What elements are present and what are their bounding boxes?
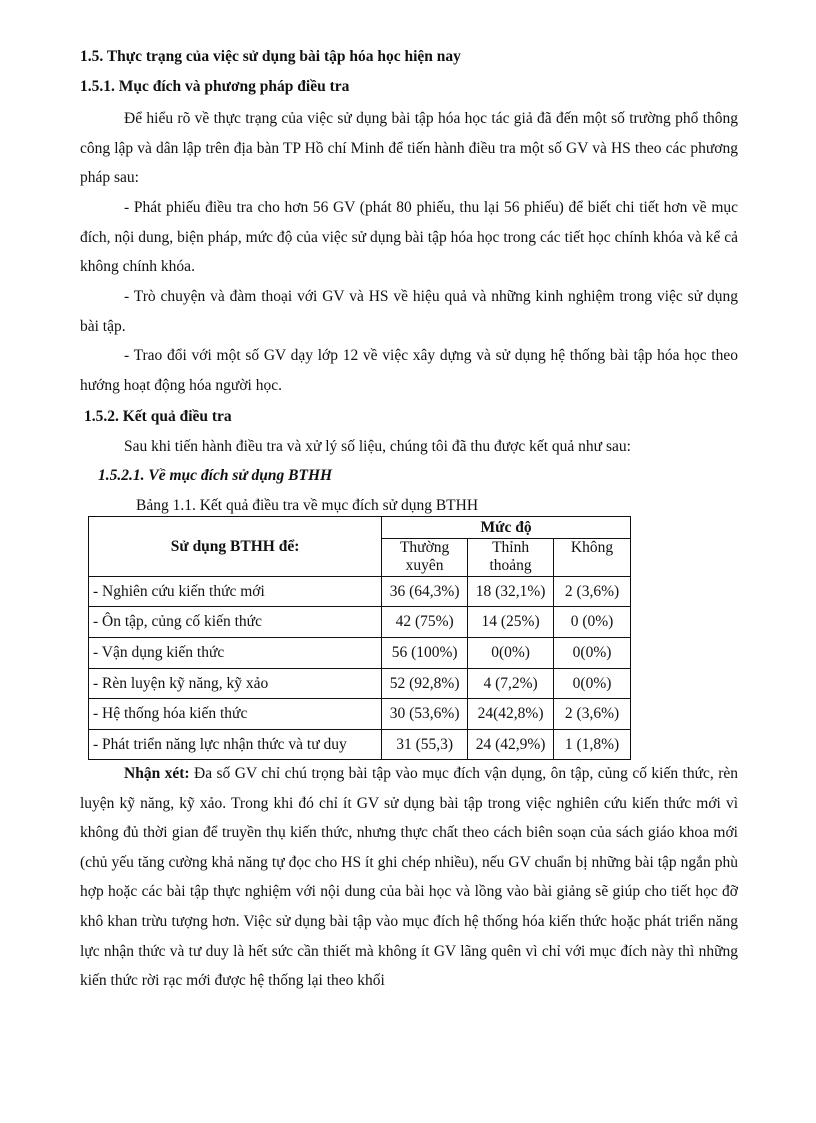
bullet-survey-sheets: - Phát phiếu điều tra cho hơn 56 GV (phát 80 phiếu, thu lại 56 phiếu) để biết chi tiết hơn về mục đích, nội dung, biện pháp, mức độ của việc sử dụng bài tập hóa học trong các tiết học chính khóa và kể cả không chính khóa. [80,199,738,276]
row-sometimes: 24(42,8%) [468,699,554,730]
header-level: Mức độ [382,517,631,539]
row-often: 56 (100%) [382,638,468,669]
remark-paragraph [80,759,738,996]
table-row [89,730,631,760]
row-never: 0(0%) [554,669,631,699]
row-purpose: - Phát triển năng lực nhận thức và tư duy [89,730,382,760]
row-sometimes: 18 (32,1%) [468,577,554,607]
row-sometimes: 14 (25%) [468,607,554,638]
bullet-exchange: - Trao đổi với một số GV dạy lớp 12 về việc xây dựng và sử dụng hệ thống bài tập hóa học theo hướng hoạt động hóa người học. [80,347,738,394]
row-never: 2 (3,6%) [554,699,631,730]
row-purpose: - Ôn tập, củng cố kiến thức [89,607,382,638]
intro-paragraph: Để hiểu rõ về thực trạng của việc sử dụng bài tập hóa học tác giả đã đến một số trường phổ thông công lập và dân lập trên địa bàn TP Hồ chí Minh để tiến hành điều tra một số GV và HS theo các phương pháp sau: [80,110,738,187]
header-never: Không [554,539,631,577]
header-purpose: Sử dụng BTHH để: [89,517,382,577]
header-often: Thường xuyên [382,539,468,577]
row-often: 31 (55,3) [382,730,468,760]
table-row [89,577,631,607]
row-never: 2 (3,6%) [554,577,631,607]
header-sometimes: Thỉnh thoảng [468,539,554,577]
table-row [89,669,631,699]
table-row [89,699,631,730]
bullet-conversation: - Trò chuyện và đàm thoại với GV và HS về hiệu quả và những kinh nghiệm trong việc sử dụng bài tập. [80,288,738,335]
row-never: 0(0%) [554,638,631,669]
heading-1-5-2: 1.5.2. Kết quả điều tra [84,408,232,425]
table-header-row [89,517,631,539]
row-often: 52 (92,8%) [382,669,468,699]
heading-1-5: 1.5. Thực trạng của việc sử dụng bài tập hóa học hiện nay [80,48,461,65]
remark-label: Nhận xét: [124,765,190,782]
results-intro: Sau khi tiến hành điều tra và xử lý số liệu, chúng tôi đã thu được kết quả như sau: [124,438,631,455]
row-often: 36 (64,3%) [382,577,468,607]
heading-1-5-2-1: 1.5.2.1. Về mục đích sử dụng BTHH [98,467,333,484]
remark-text: Đa số GV chỉ chú trọng bài tập vào mục đích vận dụng, ôn tập, củng cố kiến thức, rèn luyện kỹ năng, kỹ xảo. Trong khi đó chỉ ít GV sử dụng bài tập trong việc nghiên cứu kiến thức mới vì không đủ thời gian để truyền thụ kiến thức, nhưng thực chất theo cách biên soạn của sách giáo khoa mới (chủ yếu tăng cường khả năng tự đọc cho HS ít ghi chép nhiều), nếu GV chuẩn bị những bài tập ngắn phù hợp hoặc các bài tập thực nghiệm với nội dung của bài học và lồng vào bài giảng sẽ giúp cho tiết học đỡ khô khan trừu tượng hơn. Việc sử dụng bài tập vào mục đích hệ thống hóa kiến thức hoặc phát triển năng lực nhận thức và tư duy là hết sức cần thiết mà không ít GV lãng quên vì chỉ với mục đích này thì những kiến thức rời rạc mới được hệ thống lại theo khối [80,765,738,990]
table-row [89,607,631,638]
row-often: 42 (75%) [382,607,468,638]
table-caption: Bảng 1.1. Kết quả điều tra về mục đích sử dụng BTHH [136,497,479,514]
row-never: 0 (0%) [554,607,631,638]
row-often: 30 (53,6%) [382,699,468,730]
row-purpose: - Vận dụng kiến thức [89,638,382,669]
row-purpose: - Nghiên cứu kiến thức mới [89,577,382,607]
row-sometimes: 0(0%) [468,638,554,669]
row-sometimes: 4 (7,2%) [468,669,554,699]
table-row [89,638,631,669]
heading-1-5-1: 1.5.1. Mục đích và phương pháp điều tra [80,78,350,95]
row-sometimes: 24 (42,9%) [468,730,554,760]
results-table [88,516,631,760]
row-purpose: - Rèn luyện kỹ năng, kỹ xảo [89,669,382,699]
row-never: 1 (1,8%) [554,730,631,760]
row-purpose: - Hệ thống hóa kiến thức [89,699,382,730]
